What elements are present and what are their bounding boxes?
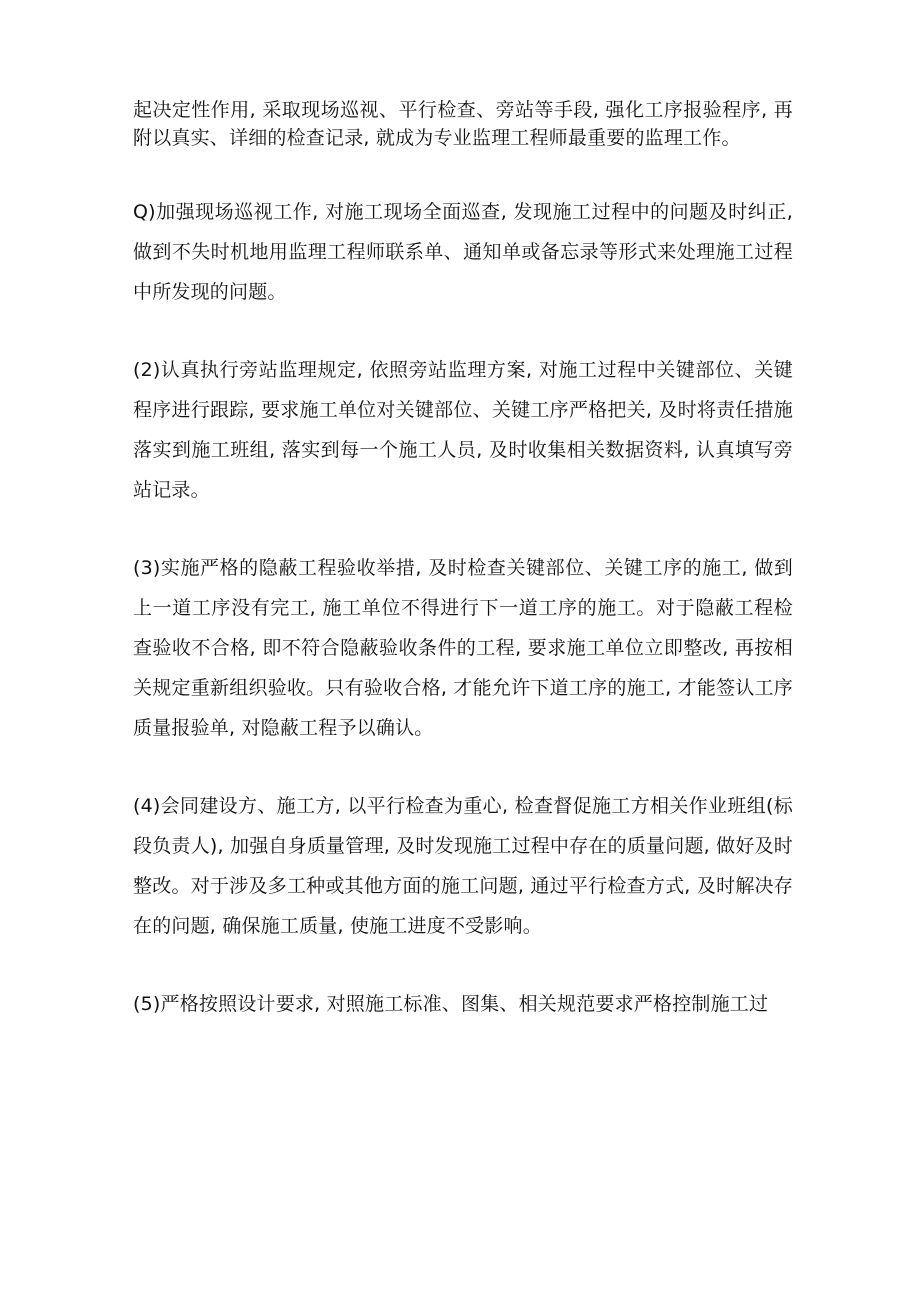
document-page — [133, 96, 793, 1024]
paragraph-item-3: (3)实施严格的隐蔽工程验收举措, 及时检查关键部位、关键工序的施工, 做到上一道工序没有完工, 施工单位不得进行下一道工序的施工。对于隐蔽工程检查验收不合格, 即不符合隐蔽验收条件的工程, 要求施工单位立即整改, 再按相关规定重新组织验收。只有验收合格, 才能允许下道工序的施工, 才能签认工序质量报验单, 对隐蔽工程予以确认。 — [133, 557, 793, 739]
paragraph-item-4: (4)会同建设方、施工方, 以平行检查为重心, 检查督促施工方相关作业班组(标段负责人), 加强自身质量管理, 及时发现施工过程中存在的质量问题, 做好及时整改。对于涉及多工种或其他方面的施工问题, 通过平行检查方式, 及时解决存在的问题, 确保施工质量, 使施工进度不受影响。 — [133, 795, 793, 937]
paragraph-item-1: Q)加强现场巡视工作, 对施工现场全面巡查, 发现施工过程中的问题及时纠正, 做到不失时机地用监理工程师联系单、通知单或备忘录等形式来处理施工过程中所发现的问题。 — [133, 201, 793, 303]
paragraph-item-2: (2)认真执行旁站监理规定, 依照旁站监理方案, 对施工过程中关键部位、关键程序进行跟踪, 要求施工单位对关键部位、关键工序严格把关, 及时将责任措施落实到施工班组, 落实到每一个施工人员, 及时收集相关数据资料, 认真填写旁站记录。 — [133, 359, 793, 501]
paragraph-intro: 起决定性作用, 采取现场巡视、平行检查、旁站等手段, 强化工序报验程序, 再附以真实、详细的检查记录, 就成为专业监理工程师最重要的监理工作。 — [133, 99, 793, 149]
paragraph-item-5: (5)严格按照设计要求, 对照施工标准、图集、相关规范要求严格控制施工过 — [133, 993, 769, 1015]
